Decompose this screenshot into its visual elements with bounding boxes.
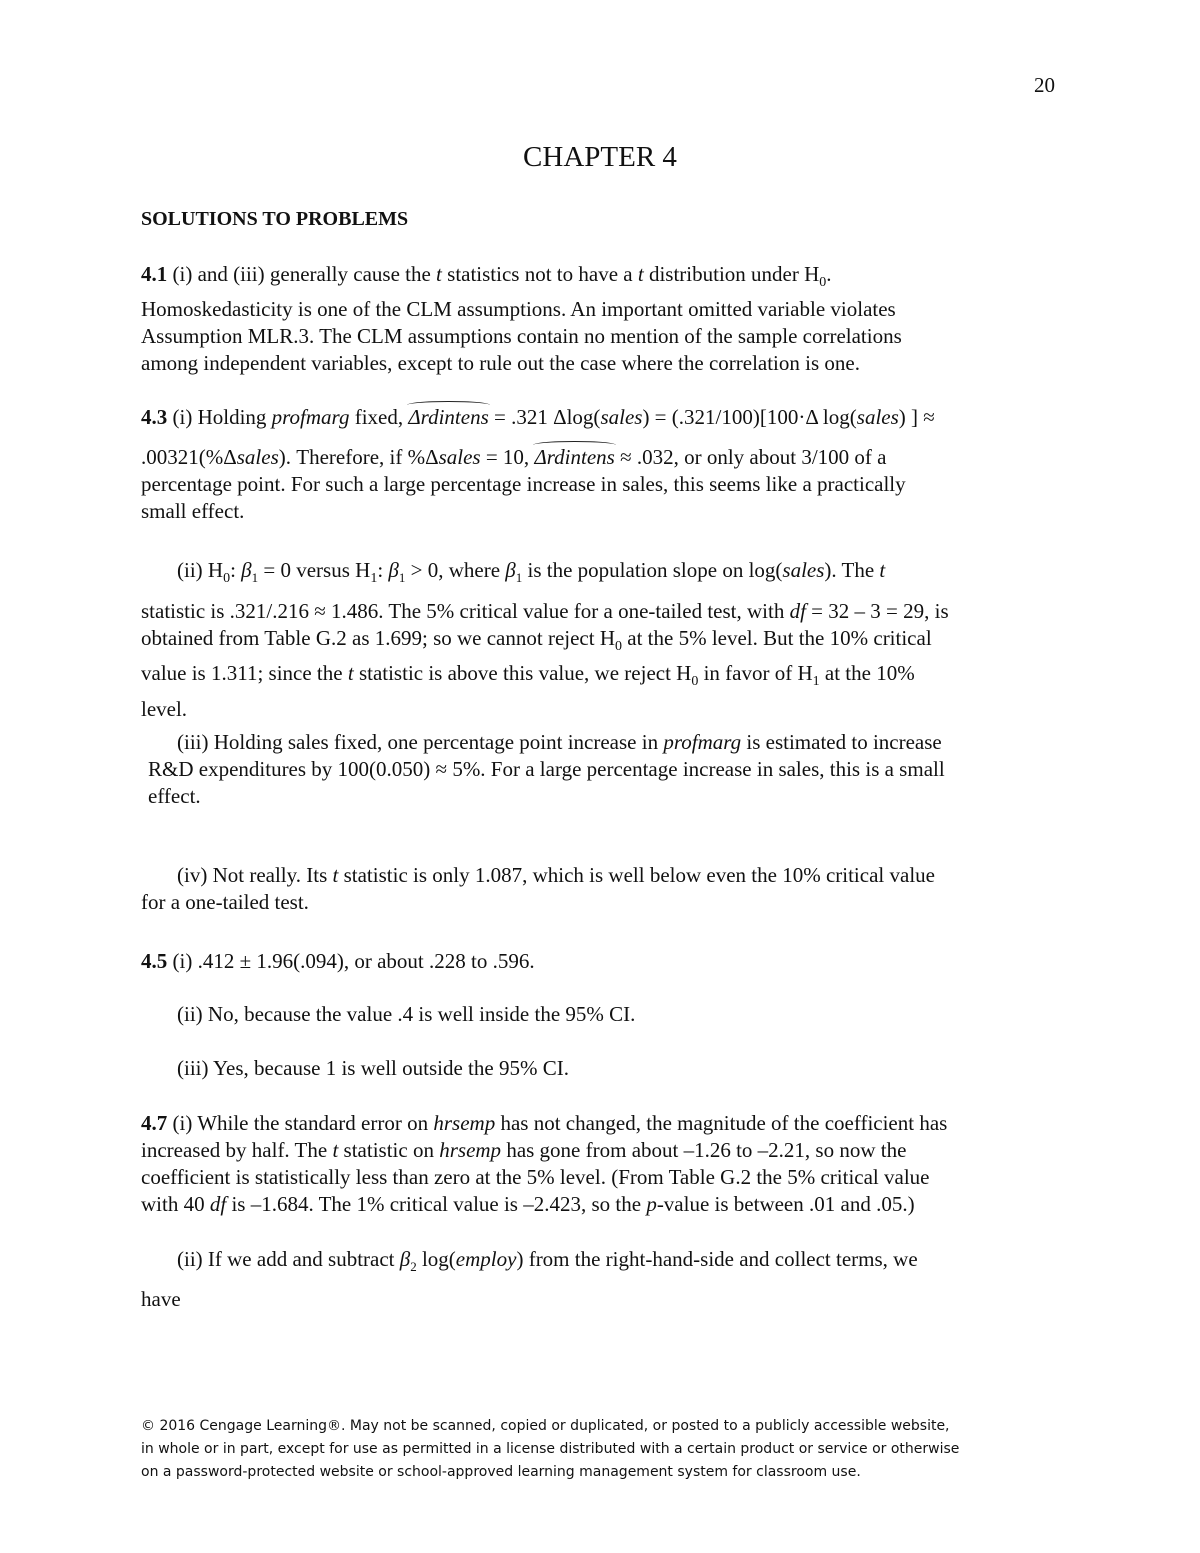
problem-4-5-iii: (iii) Yes, because 1 is well outside the 95% CI. xyxy=(177,1056,569,1080)
text: has not changed, the magnitude of the coefficient has xyxy=(495,1111,948,1135)
subscript: 1 xyxy=(370,571,378,587)
math-var: hrsemp xyxy=(439,1138,502,1162)
math-t: t xyxy=(332,863,339,887)
text-line: small effect. xyxy=(141,499,245,523)
math-hat-var: Δrdintens xyxy=(408,405,489,429)
text: . xyxy=(826,262,832,286)
text: at the 5% level. But the 10% critical xyxy=(622,626,932,651)
footer-line: © 2016 Cengage Learning®. May not be scanned, copied or duplicated, or posted to a publicly accessible website, xyxy=(141,1418,950,1434)
text: : xyxy=(230,558,242,582)
math-beta: β xyxy=(399,1247,411,1271)
text-line: level. xyxy=(141,696,188,721)
text: statistic is above this value, we reject H xyxy=(353,661,692,686)
math-var: df xyxy=(209,1192,227,1216)
problem-number: 4.5 xyxy=(141,949,168,973)
text: in favor of H xyxy=(698,661,813,686)
text: = .321 Δlog( xyxy=(488,405,601,429)
text: obtained from Table G.2 as 1.699; so we cannot reject H xyxy=(141,626,616,651)
subscript: 0 xyxy=(691,674,699,690)
math-var: sales xyxy=(438,445,481,469)
text: statistic is only 1.087, which is well below even the 10% critical value xyxy=(338,863,935,887)
problem-4-3-iii xyxy=(148,729,1078,810)
problem-number: 4.3 xyxy=(141,405,168,429)
text: is estimated to increase xyxy=(741,730,942,754)
subscript: 0 xyxy=(819,275,827,291)
subscript: 1 xyxy=(251,570,259,586)
problem-number: 4.1 xyxy=(141,262,168,286)
math-var: sales xyxy=(236,445,279,469)
problem-4-3-i xyxy=(141,404,1081,525)
text: (i) Holding xyxy=(167,405,272,429)
math-t: t xyxy=(436,262,442,286)
subscript: 0 xyxy=(615,639,623,655)
text: log( xyxy=(416,1247,456,1271)
subscript: 0 xyxy=(223,571,231,587)
text: value is 1.311; since the xyxy=(141,661,348,686)
text: ) from the right-hand-side and collect terms, we xyxy=(516,1247,918,1271)
math-beta: β xyxy=(241,558,252,582)
math-t: t xyxy=(332,1138,339,1162)
text: = 10, xyxy=(480,445,535,469)
problem-4-7-i xyxy=(141,1110,1081,1218)
problem-number: 4.7 xyxy=(141,1111,168,1135)
math-var: sales xyxy=(856,405,899,429)
text: (iv) Not really. Its xyxy=(177,863,333,887)
page-number: 20 xyxy=(1034,73,1055,97)
text: with 40 xyxy=(141,1192,210,1216)
math-beta: β xyxy=(388,558,399,582)
problem-4-5-ii: (ii) No, because the value .4 is well inside the 95% CI. xyxy=(177,1002,636,1026)
text: statistics not to have a xyxy=(441,262,638,286)
text: statistic is .321/.216 ≈ 1.486. The 5% critical value for a one-tailed test, with xyxy=(141,599,790,624)
text: (i) and (iii) generally cause the xyxy=(167,262,437,286)
math-var: df xyxy=(789,599,806,624)
text-line: percentage point. For such a large percentage increase in sales, this seems like a practically xyxy=(141,472,906,496)
text: ). The xyxy=(824,558,880,582)
text: .00321(%Δ xyxy=(141,445,237,469)
text: = 0 versus H xyxy=(258,558,371,582)
chapter-title: CHAPTER 4 xyxy=(523,141,677,173)
text: ). Therefore, if %Δ xyxy=(278,445,439,469)
math-t: t xyxy=(637,262,644,286)
math-var: hrsemp xyxy=(433,1111,496,1135)
subscript: 1 xyxy=(515,570,523,586)
text-line: R&D expenditures by 100(0.050) ≈ 5%. For a large percentage increase in sales, this is a small xyxy=(148,757,945,781)
math-var: p xyxy=(646,1192,657,1216)
text: (i) .412 ± 1.96(.094), or about .228 to .596. xyxy=(167,949,535,973)
text: distribution under H xyxy=(643,262,820,286)
text: ≈ .032, or only about 3/100 of a xyxy=(614,445,887,469)
math-var: sales xyxy=(600,405,643,429)
math-t: t xyxy=(347,661,354,686)
math-var: profmarg xyxy=(271,405,350,429)
subscript: 1 xyxy=(398,570,406,586)
math-var: employ xyxy=(455,1247,517,1271)
math-var: sales xyxy=(782,558,825,582)
footer-line: on a password-protected website or school-approved learning management system for classroom use. xyxy=(141,1464,861,1480)
subscript: 2 xyxy=(410,1259,417,1275)
text: (ii) If we add and subtract xyxy=(177,1247,400,1271)
footer-line: in whole or in part, except for use as permitted in a license distributed with a certain product or service or otherwise xyxy=(141,1441,960,1457)
text: -value is between .01 and .05.) xyxy=(656,1192,915,1216)
text: = 32 – 3 = 29, is xyxy=(805,599,949,624)
text: ) = (.321/100)[100·Δ log( xyxy=(642,405,857,429)
text-line: Homoskedasticity is one of the CLM assumptions. An important omitted variable violates xyxy=(141,297,896,322)
text: at the 10% xyxy=(819,661,915,686)
text: statistic on xyxy=(338,1138,440,1162)
problem-4-3-ii xyxy=(141,557,1071,723)
text-line: Assumption MLR.3. The CLM assumptions contain no mention of the sample correlations xyxy=(141,324,902,349)
text-line: effect. xyxy=(148,784,201,808)
text-line: for a one-tailed test. xyxy=(141,890,309,914)
text: (i) While the standard error on xyxy=(167,1111,434,1135)
text-line: among independent variables, except to rule out the case where the correlation is one. xyxy=(141,351,860,376)
math-var: profmarg xyxy=(663,730,742,754)
text: is –1.684. The 1% critical value is –2.423, so the xyxy=(226,1192,647,1216)
text: : xyxy=(377,558,389,582)
problem-4-7-ii xyxy=(141,1246,1066,1313)
subscript: 1 xyxy=(812,674,820,690)
copyright-footer xyxy=(141,1415,1071,1484)
problem-4-3-iv xyxy=(141,862,1066,916)
text: fixed, xyxy=(349,405,409,429)
text: ) ] ≈ xyxy=(898,405,935,429)
text: (ii) H xyxy=(177,558,224,582)
text: has gone from about –1.26 to –2.21, so now the xyxy=(501,1138,907,1162)
text-line: coefficient is statistically less than zero at the 5% level. (From Table G.2 the 5% critical value xyxy=(141,1165,930,1189)
math-beta: β xyxy=(505,558,516,582)
math-t: t xyxy=(879,558,886,582)
text-line: have xyxy=(141,1287,181,1312)
problem-4-5-i xyxy=(141,948,1066,975)
math-hat-var: Δrdintens xyxy=(534,445,615,469)
text: > 0, where xyxy=(405,558,506,582)
problem-4-1 xyxy=(141,261,1066,377)
text: is the population slope on log( xyxy=(522,558,783,582)
text: increased by half. The xyxy=(141,1138,333,1162)
text: (iii) Holding sales fixed, one percentage point increase in xyxy=(177,730,664,754)
section-heading: SOLUTIONS TO PROBLEMS xyxy=(141,208,409,230)
